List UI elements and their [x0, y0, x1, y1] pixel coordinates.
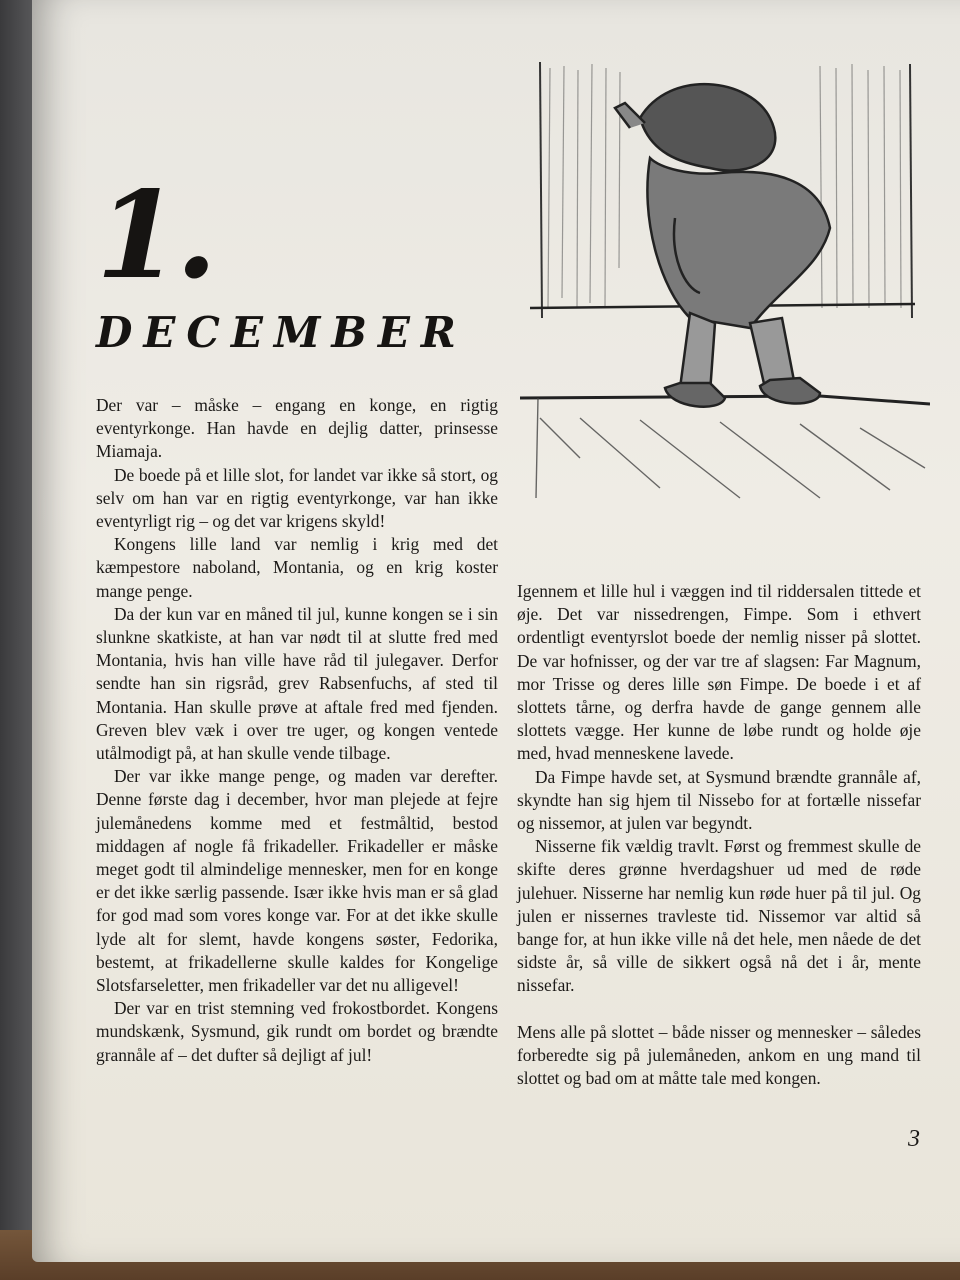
right-text-column — [517, 580, 921, 1090]
paragraph: Der var ikke mange penge, og maden var derefter. Denne første dag i december, hvor man plejede at fejre julemånedens komme med et festmåltid, bestod middagen af nogle få frikadeller. Frikadeller er måske meget godt til almindelige mennesker, men for en konge er det ikke særlig passende. Især ikke hvis man er så glad for god mad som vores konge var. For at det ikke skulle lyde alt for slemt, havde kongens søster, Fedorika, bestemt, at frikadellerne skulle kaldes for Kongelige Slotsfarseletter, men frikadeller var det nu alligevel! — [96, 766, 498, 996]
paragraph: Mens alle på slottet – både nisser og mennesker – således forberedte sig på julemåneden, ankom en ung mand til slottet og bad om at måtte tale med kongen. — [517, 1021, 921, 1089]
left-text-column — [96, 394, 498, 1067]
gnome-illustration — [520, 58, 930, 506]
paragraph: Nisserne fik vældig travlt. Først og fremmest skulle de skifte deres grønne hverdagshuer ud med de røde julehuer. Nisserne har nemlig kun røde huer på til jul. Og julen er nissernes travleste tid. Nissemor var altid så bange for, at hun ikke ville nå det hele, men nåede de det sidste år, så ville de sikkert også nå det i år, mente nissefar. — [517, 836, 921, 996]
paragraph: De boede på et lille slot, for landet var ikke så stort, og selv om han var en rigtig eventyrkonge, var han ikke eventyrligt rig – og det var krigens skyld! — [96, 464, 498, 532]
page-number: 3 — [908, 1126, 920, 1152]
paragraph: Da der kun var en måned til jul, kunne kongen se i sin slunkne skatkiste, at han var nødt til at slutte fred med Montania, hvis han ville have råd til julegaver. Derfor sendte han sin rigsråd, grev Rabsenfuchs, af sted til Montania. Han skulle prøve at aftale fred med fjenden. Greven blev væk i over tre uger, og kongen ventede utålmodigt på, at han skulle vende tilbage. — [96, 603, 498, 764]
paragraph: Der var – måske – engang en konge, en rigtig eventyrkonge. Han havde en dejlig datter, prinsesse Miamaja. — [96, 395, 498, 462]
paragraph: Kongens lille land var nemlig i krig med det kæmpestore naboland, Montania, og en krig koster mange penge. — [96, 534, 498, 601]
paragraph: Da Fimpe havde set, at Sysmund brændte grannåle af, skyndte han sig hjem til Nissebo for at fortælle nissefar og nissemor, at julen var begyndt. — [517, 766, 921, 834]
chapter-number: 1. — [96, 165, 214, 306]
paragraph: Der var en trist stemning ved frokostbordet. Kongens mundskænk, Sysmund, gik rundt om bordet og brændte grannåle af – det dufter så dejligt af jul! — [96, 998, 498, 1065]
chapter-title: DECEMBER — [96, 308, 467, 357]
paragraph: Igennem et lille hul i væggen ind til riddersalen tittede et øje. Det var nissedrengen, Fimpe. Som i ethvert ordentligt eventyrslot boede der nemlig nisser på slottet. De var hofnisser, og der var tre af slagsen: Far Magnum, mor Trisse og deres lille søn Fimpe. De boede i et af slottets tårne, og derfra havde de gange gennem alle slottets vægge. Her kunne de løbe rundt og holde øje med, hvad menneskene lavede. — [517, 581, 921, 764]
